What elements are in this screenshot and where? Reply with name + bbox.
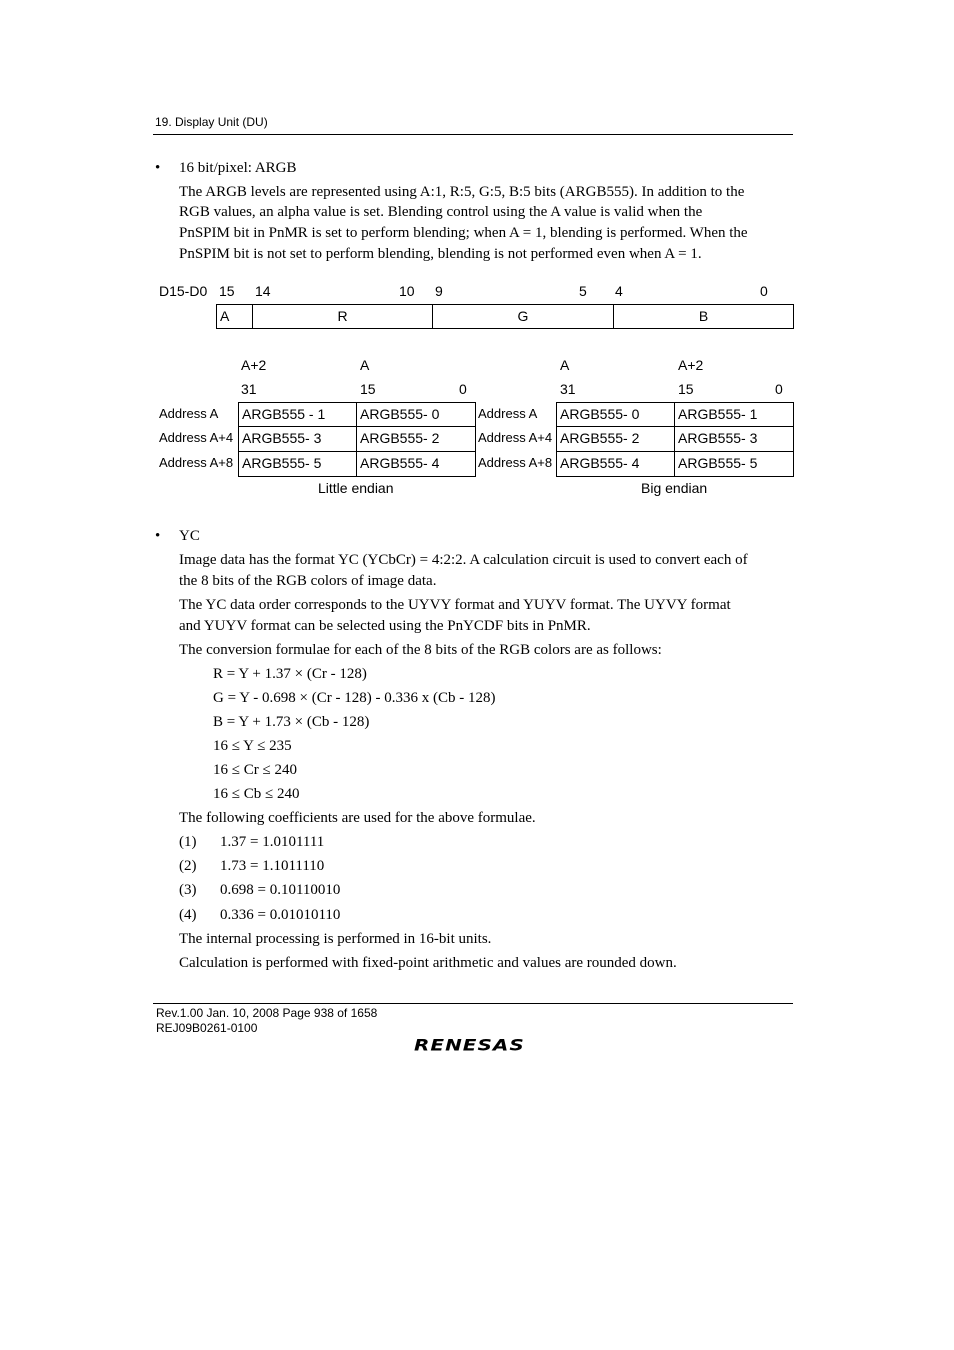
footer-rule: [153, 1003, 793, 1004]
table-cell: ARGB555- 3: [238, 426, 357, 452]
big-endian-caption: Big endian: [641, 480, 708, 496]
table-cell: ARGB555- 3: [674, 426, 794, 452]
coef-text: 1.73 = 1.1011110: [220, 858, 325, 874]
address-label: Address A+4: [159, 430, 234, 445]
bitfield-g: [432, 304, 614, 329]
footer-doc-number: REJ09B0261-0100: [156, 1021, 258, 1035]
yc-para1-line-2: the 8 bits of the RGB colors of image data.: [179, 573, 437, 589]
table-cell: ARGB555- 5: [238, 451, 357, 477]
address-label: Address A+8: [159, 455, 234, 470]
table-cell: ARGB555- 2: [356, 426, 476, 452]
bitfield-a-label: A: [220, 308, 230, 324]
bullet-icon: •: [155, 160, 161, 176]
address-label: Address A+4: [478, 430, 553, 445]
address-label: Address A: [159, 406, 219, 421]
table-cell: ARGB555- 0: [556, 402, 675, 427]
formula: B = Y + 1.73 × (Cb - 128): [213, 714, 370, 730]
coef-number: (1): [179, 834, 197, 850]
col-header: A: [560, 357, 570, 373]
bitfield-g-label: G: [517, 308, 529, 324]
bit-label: 31: [560, 381, 576, 397]
formula: 16 ≤ Cr ≤ 240: [213, 762, 297, 778]
bit-number: 4: [615, 283, 623, 299]
bitfield-r-label: R: [337, 308, 348, 324]
argb-line-4: PnSPIM bit is not set to perform blending, blending is not performed even when A = 1.: [179, 246, 702, 262]
bit-number: 14: [255, 283, 271, 299]
yc-para2-line-1: The YC data order corresponds to the UYVY format and YUYV format. The UYVY format: [179, 597, 731, 613]
table-cell: ARGB555 - 1: [238, 402, 357, 427]
coef-number: (2): [179, 858, 197, 874]
argb-line-1: The ARGB levels are represented using A:1, R:5, G:5, B:5 bits (ARGB555). In addition to the: [179, 184, 745, 200]
little-endian-caption: Little endian: [318, 480, 394, 496]
coef-text: 0.698 = 0.10110010: [220, 882, 341, 898]
address-label: Address A: [478, 406, 538, 421]
argb-title: 16 bit/pixel: ARGB: [179, 160, 297, 176]
coef-intro: The following coefficients are used for the above formulae.: [179, 810, 536, 826]
footer-revision: Rev.1.00 Jan. 10, 2008 Page 938 of 1658: [156, 1006, 378, 1020]
bitfield-b: [613, 304, 794, 329]
formula: G = Y - 0.698 × (Cr - 128) - 0.336 x (Cb - 128): [213, 690, 496, 706]
table-cell: ARGB555- 1: [674, 402, 794, 427]
yc-para3: The conversion formulae for each of the 8 bits of the RGB colors are as follows:: [179, 642, 662, 658]
coef-number: (3): [179, 882, 197, 898]
table-cell: ARGB555- 4: [556, 451, 675, 477]
bit-number: 5: [579, 283, 587, 299]
yc-para2-line-2: and YUYV format can be selected using the PnYCDF bits in PnMR.: [179, 618, 591, 634]
bit-label: 0: [775, 381, 783, 397]
yc-title: YC: [179, 528, 200, 544]
bullet-icon: •: [155, 528, 161, 544]
closing-line-1: The internal processing is performed in 16-bit units.: [179, 931, 492, 947]
bitfield-b-label: B: [698, 308, 709, 324]
address-label: Address A+8: [478, 455, 553, 470]
yc-para1-line-1: Image data has the format YC (YCbCr) = 4:2:2. A calculation circuit is used to convert each of: [179, 552, 748, 568]
bitfield-row-label: D15-D0: [159, 283, 208, 299]
formula: 16 ≤ Cb ≤ 240: [213, 786, 300, 802]
bit-label: 31: [241, 381, 257, 397]
table-cell: ARGB555- 5: [674, 451, 794, 477]
argb-line-3: PnSPIM bit in PnMR is set to perform blending; when A = 1, blending is performed. When the: [179, 225, 748, 241]
bit-label: 15: [360, 381, 376, 397]
coef-number: (4): [179, 907, 197, 923]
closing-line-2: Calculation is performed with fixed-point arithmetic and values are rounded down.: [179, 955, 677, 971]
table-cell: ARGB555- 2: [556, 426, 675, 452]
table-cell: ARGB555- 0: [356, 402, 476, 427]
section-header: 19. Display Unit (DU): [155, 115, 268, 129]
bit-label: 0: [459, 381, 467, 397]
bit-label: 15: [678, 381, 694, 397]
col-header: A: [360, 357, 370, 373]
table-cell: ARGB555- 4: [356, 451, 476, 477]
bit-number: 10: [399, 283, 415, 299]
renesas-logo: RENESAS: [414, 1035, 525, 1055]
bitfield-a: [216, 304, 253, 329]
argb-line-2: RGB values, an alpha value is set. Blending control using the A value is valid when the: [179, 204, 703, 220]
bit-number: 9: [435, 283, 443, 299]
col-header: A+2: [241, 357, 267, 373]
bit-number: 0: [760, 283, 768, 299]
coef-text: 0.336 = 0.01010110: [220, 907, 341, 923]
bit-number: 15: [219, 283, 235, 299]
col-header: A+2: [678, 357, 704, 373]
bitfield-r: [252, 304, 433, 329]
coef-text: 1.37 = 1.0101111: [220, 834, 325, 850]
formula: 16 ≤ Y ≤ 235: [213, 738, 292, 754]
header-rule: [153, 134, 793, 135]
formula: R = Y + 1.37 × (Cr - 128): [213, 666, 367, 682]
